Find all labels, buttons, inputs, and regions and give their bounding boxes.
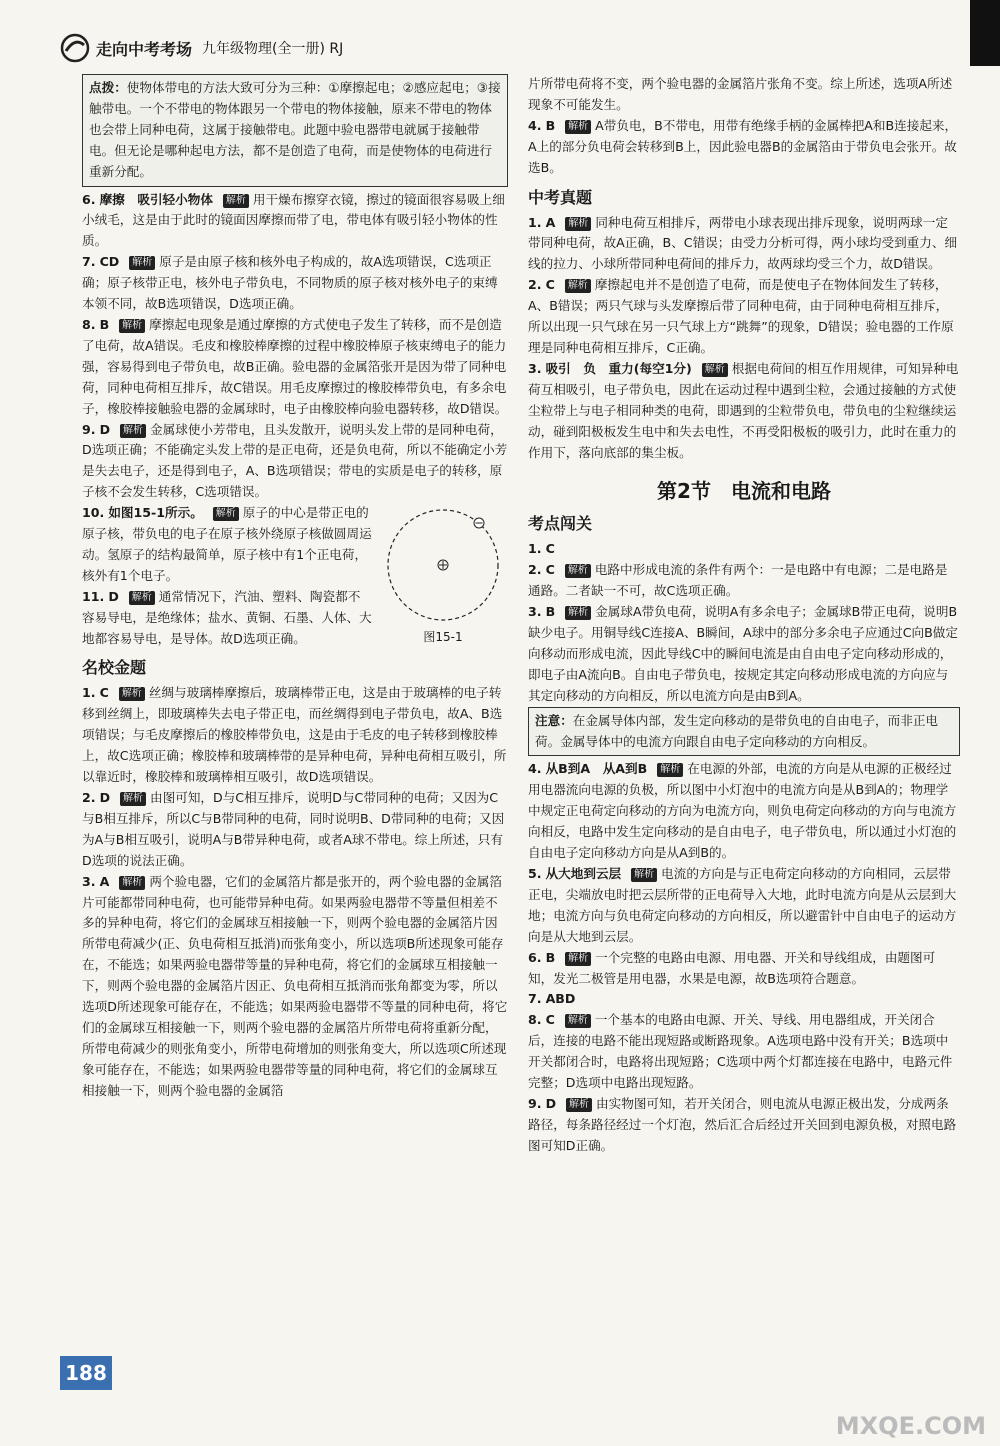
answer-item: 9. D 解析 由实物图可知，若开关闭合，则电流从电源正极出发，分成两条路径，每条路径经过一个灯泡，然后汇合后经过开关回到电源负极，对照电路图可知D正确。 [528, 1095, 957, 1153]
analysis-tag: 解析 [129, 256, 155, 270]
analysis-tag: 解析 [119, 687, 145, 701]
left-column [82, 74, 508, 1102]
answer-item: 6. B 解析 一个完整的电路由电源、用电器、开关和导线组成，由题图可知，发光二极管是用电器，水果是电源，故B选项符合题意。 [528, 949, 936, 986]
analysis-tag: 解析 [565, 1014, 591, 1028]
corner-tab [970, 0, 1000, 66]
analysis-tag: 解析 [565, 606, 591, 620]
analysis-tag: 解析 [566, 1098, 592, 1112]
watermark: MXQE.COM [835, 1412, 986, 1440]
answer-item: 5. 从大地到云层 解析 电流的方向是与正电荷定向移动的方向相同，云层带正电，尖端放电时把云层所带的正电荷导入大地，此时电流方向是从云层到大地；电流方向与负电荷定向移动的方向相反，所以避雷针中自由电子的运动方向是从大地到云层。 [528, 866, 957, 944]
book-series-title: 走向中考考场 [96, 39, 193, 59]
right-column [528, 74, 960, 1157]
continued-text: 片所带电荷将不变，两个验电器的金属箔片张角不变。综上所述，选项A所述现象不可能发生。 [528, 76, 953, 112]
answer-item: 4. 从B到A 从A到B 解析 在电源的外部，电流的方向是从电源的正极经过用电器流向电源的负极，所以图中小灯泡中的电流方向是从B到A的；物理学中规定正电荷定向移动的方向为电流方向，则负电荷定向移动的方向与电流方向相反，电路中发生定向移动的是自由电子，电子带负电，所以通过小灯泡的自由电子定向移动方向是从A到B的。 [528, 761, 957, 861]
answer-item: 2. C 解析 电路中形成电流的条件有两个：一是电路中有电源；二是电路是通路。二者缺一不可，故C选项正确。 [528, 562, 948, 599]
tip-label: 点拨： [89, 80, 127, 95]
page-header [60, 32, 940, 64]
answer-item: 4. B 解析 A带负电，B不带电，用带有绝缘手柄的金属棒把A和B连接起来，A上的部分负电荷会转移到B上，因此验电器B的金属箔由于带负电会张开。故选B。 [528, 117, 958, 175]
page-number: 188 [60, 1356, 112, 1390]
hydrogen-atom-diagram [381, 503, 505, 627]
analysis-tag: 解析 [657, 763, 683, 777]
figure-caption: 图15-1 [423, 630, 463, 645]
answer-item: 3. B 解析 金属球A带负电荷，说明A有多余电子；金属球B带正电荷，说明B缺少电子。用铜导线C连接A、B瞬间，A球中的部分多余电子应通过C向B做定向移动而形成电流，因此导线C中的瞬间电流是由自由电子定向移动形成的，即电子由A流向B。自由电子带负电，按规定其定向移动形成电流的方向应与其定向移动的方向相反，所以电流方向是由B到A。 [528, 604, 958, 703]
answer-item: 3. 吸引 负 重力(每空1分) 解析 根据电荷间的相互作用规律，可知异种电荷互相吸引，电子带负电，因此在运动过程中遇到尘粒，会通过接触的方式使尘粒带上与电子相同种类的电荷，即遇到的尘粒带负电，带负电的尘粒继续运动，碰到阳极板发生电中和失去电性，不再受阳极板的吸引力，此时在重力的作用下，落向底部的集尘板。 [528, 360, 959, 460]
answer-item: 1. C [528, 541, 555, 557]
figure-15-1 [378, 503, 508, 649]
tip-text: 使物体带电的方法大致可分为三种：①摩擦起电；②感应起电；③接触带电。一个不带电的物体跟另一个带电的物体接触，原来不带电的物体也会带上同种电荷，这属于接触带电。此题中验电器带电就属于接触带电。但无论是哪种起电方法，都不是创造了电荷，而是使物体的电荷进行重新分配。 [89, 80, 501, 179]
analysis-tag: 解析 [565, 564, 591, 578]
analysis-tag: 解析 [119, 319, 145, 333]
analysis-tag: 解析 [631, 868, 657, 882]
analysis-tag: 解析 [565, 279, 591, 293]
section-title-checkpoints: 考点闯关 [528, 514, 593, 534]
attention-box [528, 707, 960, 757]
analysis-tag: 解析 [702, 363, 728, 377]
attention-text: 在金属导体内部，发生定向移动的是带负电的自由电子，而非正电荷。金属导体中的电流方向跟自由电子定向移动的方向相反。 [535, 712, 938, 749]
answer-item: 8. C 解析 一个基本的电路由电源、开关、导线、用电器组成，开关闭合后，连接的电路不能出现短路或断路现象。A选项电路中没有开关；B选项中开关都闭合时，电路将出现短路；C选项中两个灯都连接在电路中，电路元件完整；D选项中电路出现短路。 [528, 1012, 953, 1091]
publisher-logo-icon [60, 33, 90, 63]
analysis-tag: 解析 [565, 120, 591, 134]
answer-item: 1. A 解析 同种电荷互相排斥，两带电小球表现出排斥现象，说明两球一定带同种电荷，故A正确，B、C错误；由受力分析可得，两小球均受到重力、细线的拉力、小球所带同种电荷间的排斥力，故两球均受三个力，故D错误。 [528, 214, 958, 272]
analysis-tag: 解析 [129, 591, 155, 605]
analysis-tag: 解析 [119, 876, 145, 890]
chapter-title: 第2节 电流和电路 [657, 479, 831, 504]
book-subtitle: 九年级物理(全一册) RJ [202, 41, 344, 57]
analysis-tag: 解析 [120, 792, 146, 806]
analysis-tag: 解析 [223, 194, 249, 208]
answer-item: 2. D 解析 由图可知，D与C相互排斥，说明D与C带同种的电荷；又因为C与B相互排斥，所以C与B带同种的电荷，同时说明B、D带同种的电荷；又因为A与B相互吸引，说明A与B带异种电荷，或者A球不带电。综上所述，只有D选项的说法正确。 [82, 790, 505, 868]
analysis-tag: 解析 [120, 424, 146, 438]
answer-item: 1. C 解析 丝绸与玻璃棒摩擦后，玻璃棒带正电，这是由于玻璃棒的电子转移到丝绸上，即玻璃棒失去电子带正电，而丝绸得到电子带负电，故A、B选项错误；与毛皮摩擦后的橡胶棒带负电，这是由于毛皮的电子转移到橡胶棒上，故C选项正确；橡胶棒和玻璃棒带的是异种电荷，异种电荷相互吸引，所以靠近时，橡胶棒和玻璃棒相互吸引，故D选项错误。 [82, 685, 507, 785]
answer-item: 11. D 解析 通常情况下，汽油、塑料、陶瓷都不容易导电，是绝缘体；盐水、黄铜、石墨、人体、大地都容易导电，是导体。故D选项正确。 [82, 588, 372, 646]
tip-box [82, 74, 508, 187]
answer-item: 8. B 解析 摩擦起电现象是通过摩擦的方式使电子发生了转移，而不是创造了电荷，故A错误。毛皮和橡胶棒摩擦的过程中橡胶棒原子核束缚电子的能力强，容易得到电子带负电，故B正确。验电器的金属箔张开是因为带了同种电荷，同种电荷相互排斥，故C错误。用毛皮摩擦过的橡胶棒带负电，有多余电子，橡胶棒接触验电器的金属球时，电子由橡胶棒向验电器转移，故D错误。 [82, 316, 508, 416]
analysis-tag: 解析 [213, 507, 239, 521]
answer-item: 2. C 解析 摩擦起电并不是创造了电荷，而是使电子在物体间发生了转移，A、B错误；两只气球与头发摩擦后带了同种电荷，由于同种电荷相互排斥，所以出现一只气球在另一只气球上方“跳舞”的现象，D错误；验电器的工作原理是同种电荷相互排斥，C正确。 [528, 277, 954, 355]
answer-item: 9. D 解析 金属球使小芳带电，且头发散开，说明头发上带的是同种电荷，D选项正确；不能确定头发上带的是正电荷，还是负电荷，所以不能确定小芳是失去电子，还是得到电子，A、B选项错误；带电的实质是电子的转移，原子核不会发生转移，C选项错误。 [82, 421, 508, 500]
answer-item: 7. CD 解析 原子是由原子核和核外电子构成的，故A选项错误，C选项正确；原子核带正电，核外电子带负电，不同物质的原子核对核外电子的束缚本领不同，故B选项错误，D选项正确。 [82, 254, 498, 312]
analysis-tag: 解析 [565, 952, 591, 966]
section-title-famous-school: 名校金题 [82, 658, 147, 678]
attention-label: 注意： [535, 712, 573, 728]
item-10-with-figure [82, 503, 508, 649]
answer-item: 10. 如图15-1所示。 解析 原子的中心是带正电的原子核，带负电的电子在原子核外绕原子核做圆周运动。氢原子的结构最简单，原子核中有1个正电荷，核外有1个电子。 [82, 505, 372, 583]
answer-item: 3. A 解析 两个验电器，它们的金属箔片都是张开的，两个验电器的金属箔片可能都带同种电荷，也可能带异种电荷。如果两验电器带不等量但相差不多的异种电荷，将它们的金属球互相接触一下，则两个验电器的金属箔片因所带电荷减少(正、负电荷相互抵消)而张角变小，所以选项B所述现象可能存在，不能选；如果两验电器带等量的异种电荷，将它们的金属球互相接触一下，则两个验电器的金属箔片因正、负电荷相互抵消而张角都变为零，所以选项D所述现象可能存在，不能选；如果两验电器带不等量的同种电荷，将它们的金属球互相接触一下，则两个验电器的金属箔片所带电荷将重新分配，所带电荷减少的则张角变小，所带电荷增加的则张角变大，所以选项C所述现象可能存在，不能选；如果两验电器带等量的同种电荷，将它们的金属球互相接触一下，则两个验电器的金属箔 [82, 873, 508, 1098]
answer-item: 6. 摩擦 吸引轻小物体 解析 用干燥布擦穿衣镜，擦过的镜面很容易吸上细小绒毛，这是由于此时的镜面因摩擦而带了电，带电体有吸引轻小物体的性质。 [82, 191, 505, 249]
section-title-exam: 中考真题 [528, 187, 593, 207]
analysis-tag: 解析 [565, 217, 591, 231]
answer-item: 7. ABD [528, 991, 576, 1007]
